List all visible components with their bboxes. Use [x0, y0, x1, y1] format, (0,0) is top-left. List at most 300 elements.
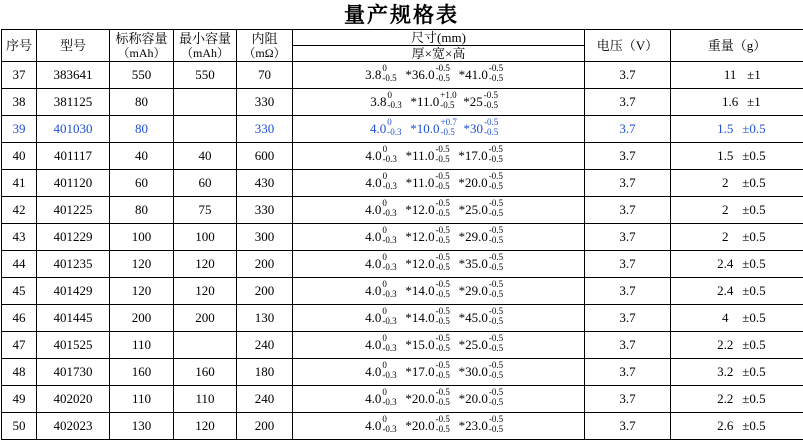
dimension-tolerance [435, 62, 458, 83]
table-row [2, 359, 803, 386]
cell-ir: 240 [237, 386, 293, 413]
cell-ir: 240 [237, 332, 293, 359]
dimension-tolerance [435, 251, 458, 272]
tolerance-lower: -0.5 [435, 288, 450, 299]
tolerance-upper: -0.5 [488, 143, 503, 154]
spec-table [1, 29, 803, 440]
tolerance-lower: -0.5 [440, 126, 455, 137]
tolerance-lower: -0.5 [382, 72, 397, 83]
dimension-tolerance [435, 332, 458, 353]
tolerance-lower: -0.5 [440, 99, 455, 110]
cell-weight [671, 89, 803, 116]
header-nominal-capacity-unit: （mAh） [117, 46, 166, 60]
dimension-tolerance [382, 332, 404, 353]
cell-voltage: 3.7 [585, 116, 671, 143]
tolerance-lower: -0.5 [488, 207, 504, 218]
tolerance-lower: -0.3 [382, 261, 397, 272]
tolerance-upper: 0 [382, 224, 387, 235]
dimension-tolerance [382, 62, 404, 83]
weight-tolerance: ±0.5 [742, 283, 766, 298]
tolerance-upper: -0.5 [488, 62, 504, 73]
cell-ir: 130 [237, 305, 293, 332]
cell-weight [671, 170, 803, 197]
cell-model: 401117 [37, 143, 110, 170]
dimension-value: *11.0 [405, 175, 435, 190]
cell-min [174, 332, 237, 359]
tolerance-upper: +1.0 [440, 89, 457, 100]
dimension-tolerance [382, 251, 404, 272]
tolerance-lower: -0.5 [488, 153, 503, 164]
dimension-tolerance [435, 170, 457, 191]
dimension-tolerance [488, 413, 511, 434]
tolerance-lower: -0.5 [488, 315, 504, 326]
dimension-value: 4.0 [365, 310, 382, 325]
dimension-tolerance [435, 197, 458, 218]
cell-nominal: 550 [110, 62, 174, 89]
cell-nominal: 110 [110, 332, 174, 359]
dimension-tolerance [435, 359, 458, 380]
tolerance-upper: -0.5 [484, 116, 499, 127]
weight-tolerance: ±0.5 [742, 148, 766, 163]
dimension-value: *14.0 [405, 310, 435, 325]
dimension-tolerance [435, 278, 458, 299]
header-internal-resistance-unit: （mΩ） [243, 46, 286, 60]
weight-value: 2.2 [717, 391, 734, 406]
dimension-tolerance [435, 305, 458, 326]
cell-seq: 46 [2, 305, 37, 332]
cell-ir: 180 [237, 359, 293, 386]
tolerance-lower: -0.3 [382, 369, 397, 380]
dimension-tolerance [488, 332, 511, 353]
weight-tolerance: ±0.5 [742, 337, 766, 352]
dimension-tolerance [382, 305, 404, 326]
dimension-value: 4.0 [365, 202, 382, 217]
cell-voltage: 3.7 [585, 197, 671, 224]
cell-voltage: 3.7 [585, 89, 671, 116]
cell-ir: 200 [237, 251, 293, 278]
tolerance-upper: -0.5 [488, 224, 504, 235]
cell-seq: 47 [2, 332, 37, 359]
cell-voltage: 3.7 [585, 251, 671, 278]
tolerance-lower: -0.5 [435, 369, 450, 380]
cell-nominal: 80 [110, 89, 174, 116]
weight-value: 2 [722, 202, 729, 217]
cell-min: 40 [174, 143, 237, 170]
tolerance-lower: -0.5 [435, 315, 450, 326]
dimension-tolerance [488, 170, 511, 191]
weight-tolerance: ±0.5 [742, 229, 766, 244]
dimension-tolerance [488, 359, 511, 380]
table-body [2, 62, 803, 440]
table-row [2, 251, 803, 278]
tolerance-upper: -0.5 [483, 89, 499, 100]
dimension-value: 3.8 [370, 94, 387, 109]
header-voltage: 电压（V） [585, 30, 671, 62]
tolerance-upper: -0.5 [435, 305, 450, 316]
tolerance-lower: -0.3 [382, 342, 397, 353]
cell-nominal: 80 [110, 116, 174, 143]
tolerance-lower: -0.5 [488, 72, 504, 83]
cell-dimension [293, 89, 585, 116]
dimension-tolerance [488, 143, 511, 164]
header-min-capacity-label: 最小容量 [178, 31, 231, 46]
cell-dimension [293, 116, 585, 143]
cell-dimension [293, 251, 585, 278]
tolerance-lower: -0.5 [488, 234, 504, 245]
dimension-value: 3.8 [365, 67, 382, 82]
cell-model: 401030 [37, 116, 110, 143]
tolerance-lower: -0.3 [382, 288, 397, 299]
cell-model: 381125 [37, 89, 110, 116]
tolerance-upper: -0.5 [488, 332, 504, 343]
cell-model: 401229 [37, 224, 110, 251]
weight-value: 1.5 [717, 148, 734, 163]
cell-min: 100 [174, 224, 237, 251]
dimension-value: *12.0 [405, 256, 435, 271]
dimension-value: *20.0 [458, 175, 488, 190]
dimension-value: *20.0 [405, 418, 435, 433]
cell-nominal: 160 [110, 359, 174, 386]
tolerance-lower: -0.3 [382, 423, 397, 434]
cell-voltage: 3.7 [585, 359, 671, 386]
tolerance-lower: -0.3 [387, 99, 402, 110]
dimension-tolerance [488, 305, 511, 326]
dimension-tolerance [387, 116, 409, 137]
weight-value: 4 [722, 310, 729, 325]
tolerance-upper: 0 [382, 170, 388, 181]
cell-seq: 43 [2, 224, 37, 251]
dimension-tolerance [440, 89, 462, 110]
tolerance-upper: 0 [382, 332, 387, 343]
tolerance-upper: -0.5 [435, 197, 450, 208]
table-header [2, 30, 803, 62]
cell-dimension [293, 197, 585, 224]
dimension-tolerance [382, 278, 404, 299]
cell-min: 120 [174, 251, 237, 278]
tolerance-upper: -0.5 [435, 278, 450, 289]
weight-tolerance: ±0.5 [742, 202, 766, 217]
tolerance-upper: -0.5 [488, 386, 504, 397]
dimension-value: *15.0 [405, 337, 435, 352]
cell-ir: 600 [237, 143, 293, 170]
dimension-value: 4.0 [365, 283, 382, 298]
dimension-tolerance [435, 224, 458, 245]
cell-voltage: 3.7 [585, 62, 671, 89]
dimension-tolerance [488, 62, 511, 83]
cell-voltage: 3.7 [585, 170, 671, 197]
dimension-value: *12.0 [405, 229, 435, 244]
dimension-tolerance [488, 224, 511, 245]
tolerance-upper: -0.5 [435, 332, 450, 343]
dimension-value: *41.0 [458, 67, 488, 82]
tolerance-lower: -0.5 [488, 342, 504, 353]
tolerance-upper: -0.5 [488, 251, 504, 262]
tolerance-lower: -0.5 [435, 396, 450, 407]
dimension-value: *25 [463, 94, 483, 109]
cell-voltage: 3.7 [585, 413, 671, 440]
dimension-value: *11.0 [410, 94, 440, 109]
dimension-value: *14.0 [405, 283, 435, 298]
cell-seq: 39 [2, 116, 37, 143]
header-internal-resistance-label: 内阻 [251, 31, 278, 46]
cell-model: 383641 [37, 62, 110, 89]
cell-weight [671, 116, 803, 143]
dimension-tolerance [435, 386, 458, 407]
table-row [2, 332, 803, 359]
cell-dimension [293, 386, 585, 413]
tolerance-lower: -0.5 [488, 261, 504, 272]
tolerance-lower: -0.5 [435, 72, 450, 83]
page-title: 量产规格表 [344, 3, 459, 27]
cell-model: 402020 [37, 386, 110, 413]
tolerance-upper: -0.5 [435, 251, 450, 262]
cell-seq: 40 [2, 143, 37, 170]
cell-dimension [293, 332, 585, 359]
dimension-value: *23.0 [458, 418, 488, 433]
tolerance-upper: -0.5 [435, 386, 450, 397]
dimension-value: *17.0 [405, 364, 435, 379]
dimension-tolerance [483, 89, 506, 110]
table-row [2, 143, 803, 170]
dimension-tolerance [382, 143, 405, 164]
dimension-value: *30.0 [458, 364, 488, 379]
dimension-tolerance [382, 197, 404, 218]
dimension-tolerance [382, 386, 404, 407]
tolerance-upper: -0.5 [435, 62, 450, 73]
header-min-capacity-unit: （mAh） [180, 46, 229, 60]
cell-nominal: 80 [110, 197, 174, 224]
dimension-value: *20.0 [405, 391, 435, 406]
cell-seq: 45 [2, 278, 37, 305]
dimension-value: *30 [463, 121, 483, 136]
tolerance-upper: -0.5 [488, 197, 504, 208]
cell-weight [671, 305, 803, 332]
dimension-tolerance [440, 116, 463, 137]
dimension-value: *45.0 [458, 310, 488, 325]
tolerance-upper: -0.5 [435, 170, 450, 181]
cell-min [174, 89, 237, 116]
tolerance-lower: -0.5 [483, 99, 499, 110]
cell-seq: 48 [2, 359, 37, 386]
cell-nominal: 100 [110, 224, 174, 251]
weight-value: 2 [722, 175, 729, 190]
dimension-tolerance [382, 359, 404, 380]
cell-dimension [293, 278, 585, 305]
cell-min: 120 [174, 278, 237, 305]
tolerance-upper: 0 [382, 386, 387, 397]
tolerance-lower: -0.5 [488, 396, 504, 407]
weight-tolerance: ±0.5 [742, 175, 766, 190]
tolerance-lower: -0.5 [435, 180, 450, 191]
cell-voltage: 3.7 [585, 143, 671, 170]
cell-voltage: 3.7 [585, 224, 671, 251]
tolerance-lower: -0.5 [488, 369, 504, 380]
cell-seq: 38 [2, 89, 37, 116]
cell-weight [671, 251, 803, 278]
cell-dimension [293, 413, 585, 440]
cell-model: 402023 [37, 413, 110, 440]
tolerance-upper: 0 [382, 251, 387, 262]
cell-voltage: 3.7 [585, 305, 671, 332]
dimension-tolerance [435, 413, 458, 434]
cell-weight [671, 413, 803, 440]
cell-min: 60 [174, 170, 237, 197]
tolerance-upper: -0.5 [435, 224, 450, 235]
cell-nominal: 120 [110, 278, 174, 305]
tolerance-upper: -0.5 [435, 143, 450, 154]
tolerance-lower: -0.5 [488, 423, 504, 434]
weight-tolerance: ±0.5 [742, 256, 766, 271]
tolerance-lower: -0.5 [484, 126, 499, 137]
cell-model: 401445 [37, 305, 110, 332]
table-row [2, 116, 803, 143]
tolerance-lower: -0.5 [435, 261, 450, 272]
cell-nominal: 130 [110, 413, 174, 440]
weight-value: 2.2 [717, 337, 734, 352]
dimension-tolerance [488, 278, 511, 299]
dimension-value: *10.0 [410, 121, 440, 136]
cell-seq: 50 [2, 413, 37, 440]
cell-nominal: 120 [110, 251, 174, 278]
header-model: 型号 [37, 30, 110, 62]
cell-model: 401120 [37, 170, 110, 197]
tolerance-upper: 0 [382, 305, 387, 316]
cell-weight [671, 62, 803, 89]
tolerance-upper: 0 [382, 62, 387, 73]
cell-weight [671, 224, 803, 251]
cell-ir: 330 [237, 116, 293, 143]
table-row [2, 278, 803, 305]
dimension-tolerance [382, 224, 404, 245]
tolerance-lower: -0.3 [387, 126, 402, 137]
dimension-value: 4.0 [365, 256, 382, 271]
dimension-tolerance [488, 197, 511, 218]
cell-dimension [293, 143, 585, 170]
cell-model: 401730 [37, 359, 110, 386]
cell-min: 110 [174, 386, 237, 413]
cell-model: 401225 [37, 197, 110, 224]
dimension-tolerance [382, 170, 405, 191]
tolerance-lower: -0.5 [435, 342, 450, 353]
cell-nominal: 110 [110, 386, 174, 413]
dimension-value: *20.0 [458, 391, 488, 406]
cell-ir: 330 [237, 89, 293, 116]
dimension-value: *35.0 [458, 256, 488, 271]
weight-tolerance: ±1 [747, 67, 761, 82]
dimension-value: *36.0 [405, 67, 435, 82]
dimension-value: *29.0 [458, 229, 488, 244]
tolerance-upper: 0 [382, 278, 387, 289]
header-internal-resistance [237, 30, 293, 62]
cell-nominal: 200 [110, 305, 174, 332]
dimension-value: *11.0 [405, 148, 435, 163]
cell-seq: 41 [2, 170, 37, 197]
tolerance-upper: 0 [382, 197, 387, 208]
dimension-value: 4.0 [365, 418, 382, 433]
cell-min [174, 116, 237, 143]
cell-voltage: 3.7 [585, 386, 671, 413]
dimension-value: *12.0 [405, 202, 435, 217]
dimension-tolerance [382, 413, 404, 434]
tolerance-upper: -0.5 [435, 359, 450, 370]
tolerance-lower: -0.5 [435, 423, 450, 434]
tolerance-lower: -0.5 [488, 180, 503, 191]
cell-voltage: 3.7 [585, 278, 671, 305]
weight-tolerance: ±0.5 [742, 391, 766, 406]
header-nominal-capacity-label: 标称容量 [115, 31, 168, 46]
cell-ir: 430 [237, 170, 293, 197]
dimension-value: *25.0 [458, 337, 488, 352]
weight-value: 2.4 [717, 256, 734, 271]
cell-dimension [293, 170, 585, 197]
cell-ir: 70 [237, 62, 293, 89]
cell-weight [671, 332, 803, 359]
cell-dimension [293, 62, 585, 89]
cell-ir: 330 [237, 197, 293, 224]
table-row [2, 224, 803, 251]
dimension-value: 4.0 [370, 121, 387, 136]
weight-value: 2 [722, 229, 729, 244]
cell-weight [671, 278, 803, 305]
tolerance-upper: 0 [382, 413, 387, 424]
weight-tolerance: ±0.5 [742, 121, 766, 136]
cell-seq: 42 [2, 197, 37, 224]
header-dimension: 尺寸(mm) [293, 30, 585, 46]
dimension-tolerance [435, 143, 457, 164]
cell-weight [671, 197, 803, 224]
tolerance-upper: -0.5 [488, 305, 504, 316]
tolerance-upper: -0.5 [488, 170, 503, 181]
tolerance-lower: -0.3 [382, 153, 397, 164]
table-row [2, 197, 803, 224]
cell-seq: 49 [2, 386, 37, 413]
cell-weight [671, 359, 803, 386]
weight-tolerance: ±0.5 [742, 418, 766, 433]
dimension-tolerance [488, 386, 511, 407]
weight-value: 1.6 [722, 94, 739, 109]
cell-ir: 300 [237, 224, 293, 251]
cell-voltage: 3.7 [585, 332, 671, 359]
tolerance-upper: +0.7 [440, 116, 457, 127]
tolerance-lower: -0.3 [382, 234, 397, 245]
tolerance-lower: -0.5 [435, 207, 450, 218]
cell-min: 200 [174, 305, 237, 332]
dimension-tolerance [484, 116, 506, 137]
cell-weight [671, 143, 803, 170]
cell-weight [671, 386, 803, 413]
cell-seq: 37 [2, 62, 37, 89]
table-row [2, 170, 803, 197]
tolerance-lower: -0.3 [382, 180, 397, 191]
table-row [2, 62, 803, 89]
cell-ir: 200 [237, 278, 293, 305]
cell-ir: 200 [237, 413, 293, 440]
cell-nominal: 40 [110, 143, 174, 170]
table-row [2, 413, 803, 440]
tolerance-lower: -0.5 [488, 288, 504, 299]
tolerance-upper: 0 [382, 359, 387, 370]
tolerance-lower: -0.3 [382, 207, 397, 218]
cell-model: 401525 [37, 332, 110, 359]
weight-value: 2.6 [717, 418, 734, 433]
table-header-row [2, 30, 803, 46]
tolerance-upper: 0 [382, 143, 388, 154]
tolerance-lower: -0.3 [382, 396, 397, 407]
cell-min: 550 [174, 62, 237, 89]
tolerance-upper: -0.5 [435, 413, 450, 424]
tolerance-upper: 0 [387, 116, 392, 127]
tolerance-lower: -0.3 [382, 315, 397, 326]
